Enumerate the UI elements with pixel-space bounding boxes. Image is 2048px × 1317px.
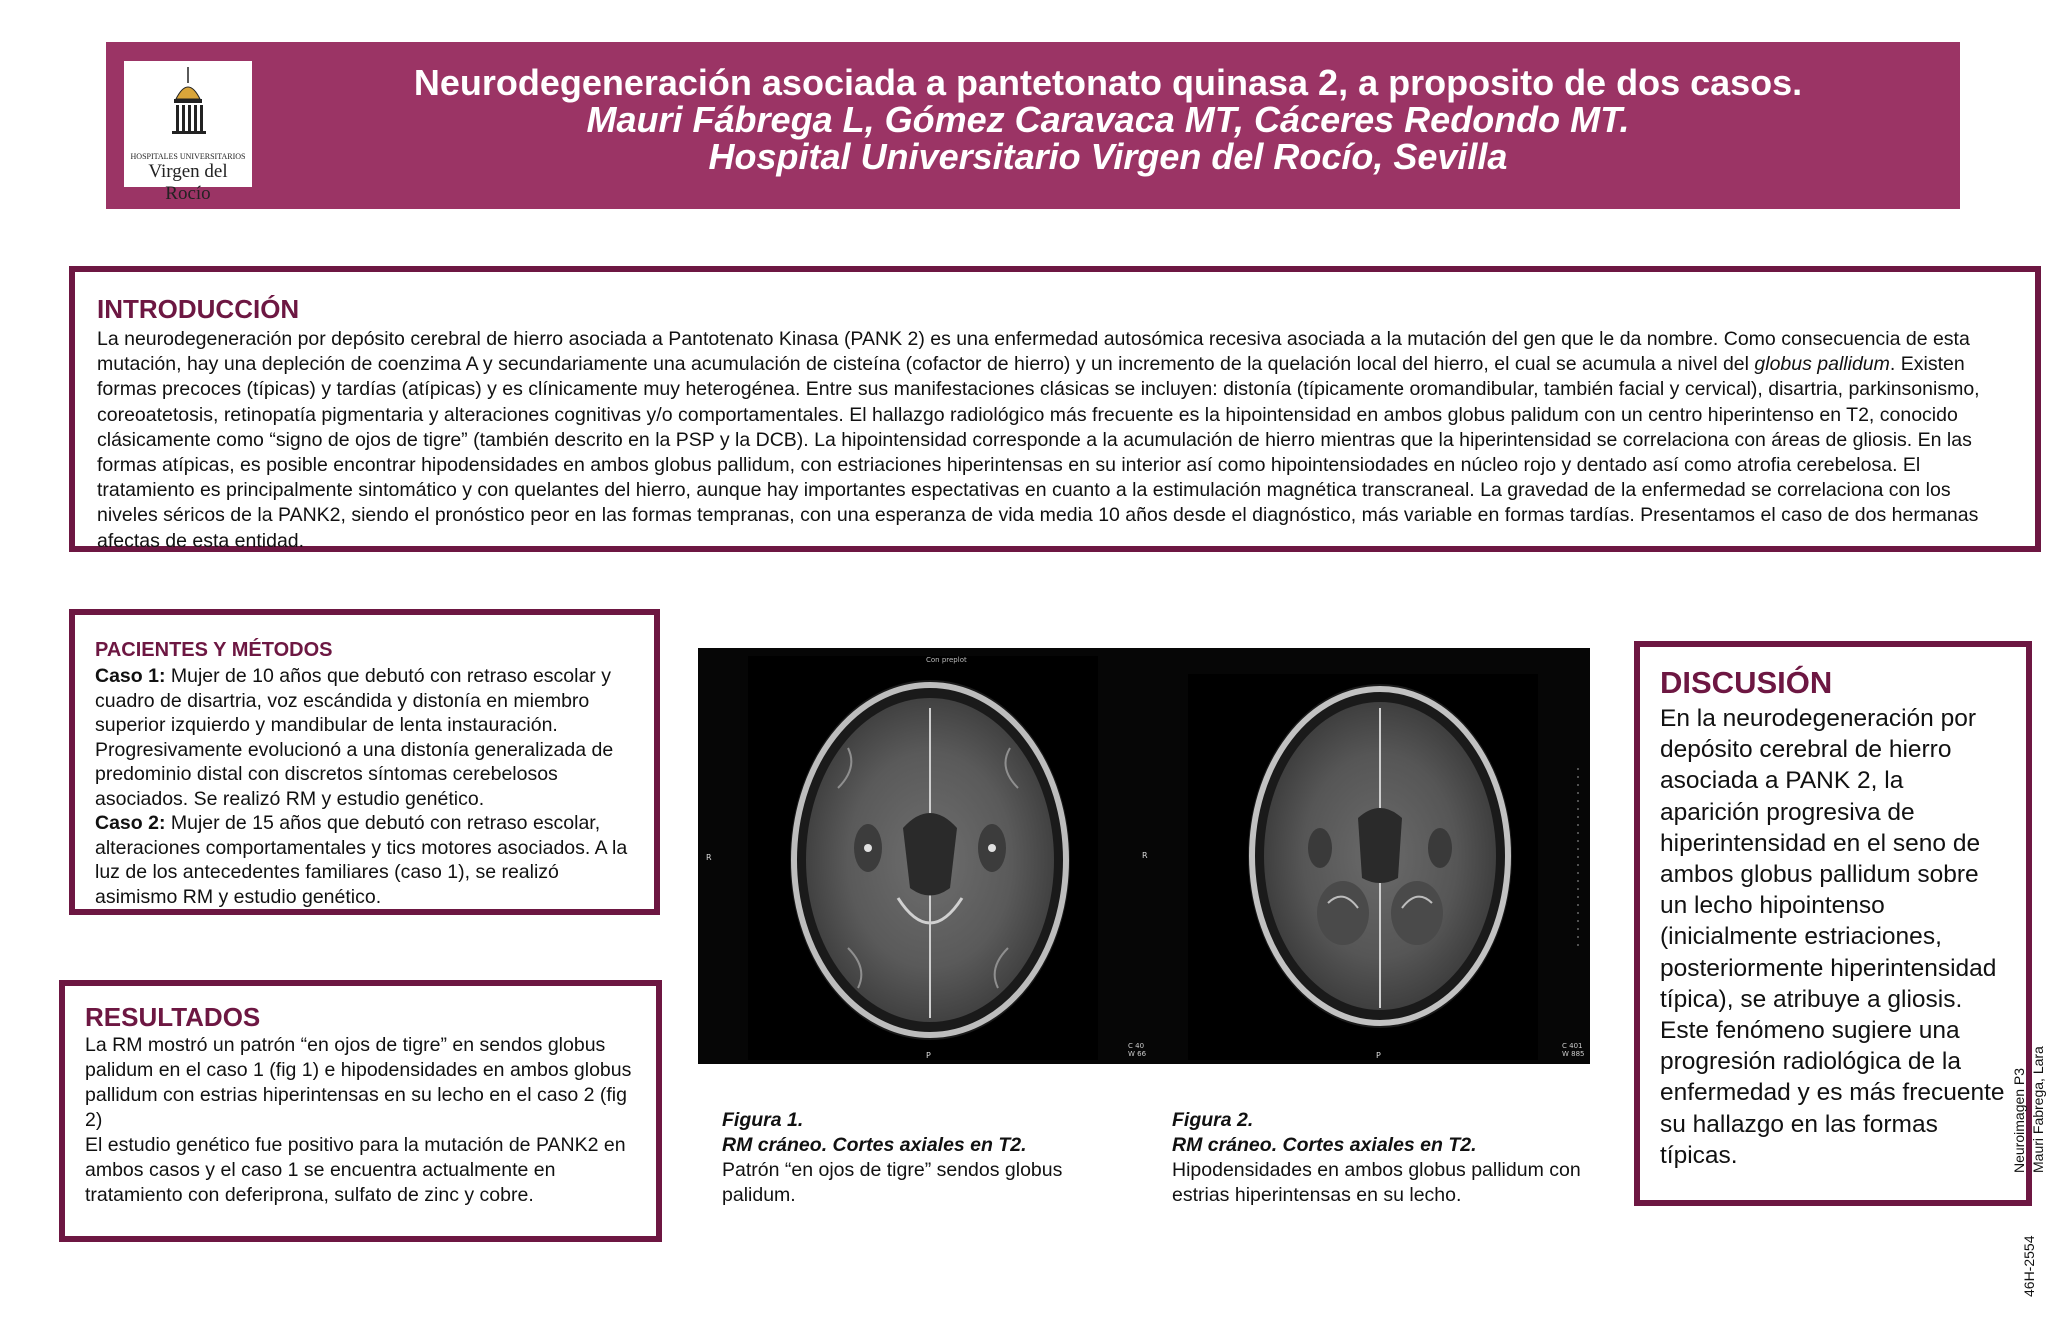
methods-section — [69, 609, 660, 915]
methods-title: PACIENTES Y MÉTODOS — [95, 639, 333, 661]
figure-2-text: Hipodensidades en ambos globus pallidum con estrias hiperintensas en su lecho. — [1172, 1159, 1581, 1206]
methods-text — [95, 664, 634, 909]
results-text — [85, 1033, 636, 1208]
poster-header — [106, 42, 1960, 209]
poster-code: 46H-2554 — [2021, 1235, 2037, 1297]
mri-right-bottom-label: P — [1376, 1051, 1381, 1060]
mri-top-label: Con preplot — [926, 656, 967, 664]
session-label: Neuroimagen P3 — [2011, 1067, 2027, 1173]
mri-right-corner-label-1: C 401 — [1562, 1042, 1583, 1050]
figure-1-subtitle: RM cráneo. Cortes axiales en T2. — [722, 1134, 1027, 1156]
hospital-logo — [124, 61, 252, 204]
poster-authors: Mauri Fábrega L, Gómez Caravaca MT, Cáceres Redondo MT. — [586, 99, 1630, 140]
discussion-title: DISCUSIÓN — [1660, 665, 1833, 700]
case2-label: Caso 2: — [95, 812, 166, 834]
figure-2-subtitle: RM cráneo. Cortes axiales en T2. — [1172, 1134, 1477, 1156]
poster-institution: Hospital Universitario Virgen del Rocío, Sevilla — [708, 136, 1508, 177]
introduction-text — [97, 327, 2013, 554]
discussion-section — [1634, 641, 2032, 1206]
mri-right-corner-label-2: W 885 — [1562, 1050, 1585, 1058]
results-paragraph-2: El estudio genético fue positivo para la mutación de PANK2 en ambos casos y el caso 1 se encuentra actualmente en tratamiento con deferiprona, sulfato de zinc y cobre. — [85, 1134, 626, 1206]
mri-left-bottom-label: P — [926, 1051, 931, 1060]
mri-left-corner-label-1: C 40 — [1128, 1042, 1145, 1050]
results-section — [59, 980, 662, 1242]
results-paragraph-1: La RM mostró un patrón “en ojos de tigre” en sendos globus palidum en el caso 1 (fig 1) e hipodensidades en ambos globus pallidum con estrias hiperintensas en su lecho en el caso 2 (fig 2) — [85, 1034, 632, 1131]
figure-1-label: Figura 1. — [722, 1109, 804, 1131]
figure-2-caption — [1172, 1108, 1592, 1208]
mri-right-side-label: R — [1142, 851, 1148, 860]
logo-title: Virgen del Rocío — [148, 161, 228, 204]
figure-2-label: Figura 2. — [1172, 1109, 1254, 1131]
introduction-text-italic: globus pallidum — [1754, 353, 1890, 376]
logo-subtitle: HOSPITALES UNIVERSITARIOS — [130, 152, 246, 161]
discussion-text: En la neurodegeneración por depósito cerebral de hierro asociada a PANK 2, la aparición progresiva de hiperintensidad en el seno de ambos globus pallidum sobre un lecho hipointenso (inicialmente estriaciones, posteriormente hiperintensidad típica), se atribuye a gliosis. Este fenómeno sugiere una progresión radiológica de la enfermedad y es más frecuente su hallazgo en las formas típicas. — [1660, 705, 2005, 1169]
figure-1-caption — [722, 1108, 1102, 1208]
mri-left-corner-label-2: W 66 — [1128, 1050, 1147, 1058]
poster-title: Neurodegeneración asociada a pantetonato quinasa 2, a proposito de dos casos. — [413, 62, 1803, 103]
results-title: RESULTADOS — [85, 1002, 261, 1032]
mri-figure-panel — [698, 648, 1590, 1064]
case2-text: Mujer de 15 años que debutó con retraso escolar, alteraciones comportamentales y tics motores asociados. A la luz de los antecedentes familiares (caso 1), se realizó asimismo RM y estudio genético. — [95, 812, 628, 908]
figure-1-text: Patrón “en ojos de tigre” sendos globus palidum. — [722, 1159, 1063, 1206]
introduction-text-b: . Existen formas precoces (típicas) y tardías (atípicas) y es clínicamente muy heterogénea. Entre sus manifestaciones clásicas se incluyen: distonía (típicamente oromandibular, también facial y cervical), disartria, parkinsonismo, coreoatetosis, retinopatía pigmentaria y alteraciones cognitivas y/o comportamentales. El hallazgo radiológico más frecuente es la hipointensidad en ambos globus palidum con un centro hiperintenso en T2, conocido clásicamente como “signo de ojos de tigre” (también descrito en la PSP y la DCB). La hipointensidad corresponde a la acumulación de hierro mientras que la hiperintensidad se correlaciona con áreas de gliosis. En las formas atípicas, es posible encontrar hipodensidades en ambos globus pallidum, con estriaciones hiperintensas en su interior así como hipointensiodades en núcleo rojo y dentado así como atrofia cerebelosa. El tratamiento es principalmente sintomático y con quelantes del hierro, aunque hay importantes espectativas en cuanto a la estimulación magnética transcraneal. La gravedad de la enfermedad se correlaciona con los niveles séricos de la PANK2, siendo el pronóstico peor en las formas tempranas, con una esperanza de vida media 10 años desde el diagnóstico, más variable en formas tardías. Presentamos el caso de dos hermanas afectas de esta entidad. — [97, 353, 1980, 552]
introduction-section — [69, 266, 2041, 552]
building-icon — [124, 61, 252, 153]
case1-text: Mujer de 10 años que debutó con retraso escolar y cuadro de disartria, voz escándida y distonía en miembro superior izquierdo y mandibular de lenta instauración. Progresivamente evolucionó a una distonía generalizada de predominio distal con discretos síntomas cerebelosos asociados. Se realizó RM y estudio genético. — [95, 665, 614, 810]
introduction-text-a: La neurodegeneración por depósito cerebral de hierro asociada a Pantotenato Kinasa (PANK 2) es una enfermedad autosómica recesiva asociada a la mutación del gen que le da nombre. Como consecuencia de esta mutación, hay una depleción de coenzima A y secundariamente una acumulación de cisteína (cofactor de hierro) y un incremento de la quelación local del hierro, el cual se acumula a nivel del — [97, 328, 1970, 376]
mri-scan-figure-1 — [748, 656, 1098, 1060]
introduction-title: INTRODUCCIÓN — [97, 294, 300, 324]
case1-label: Caso 1: — [95, 665, 166, 687]
author-label: Mauri Fabrega, Lara — [2030, 1046, 2046, 1173]
mri-images — [698, 648, 1590, 1064]
mri-scan-figure-2 — [1188, 674, 1538, 1060]
mri-left-side-label: R — [706, 853, 712, 862]
